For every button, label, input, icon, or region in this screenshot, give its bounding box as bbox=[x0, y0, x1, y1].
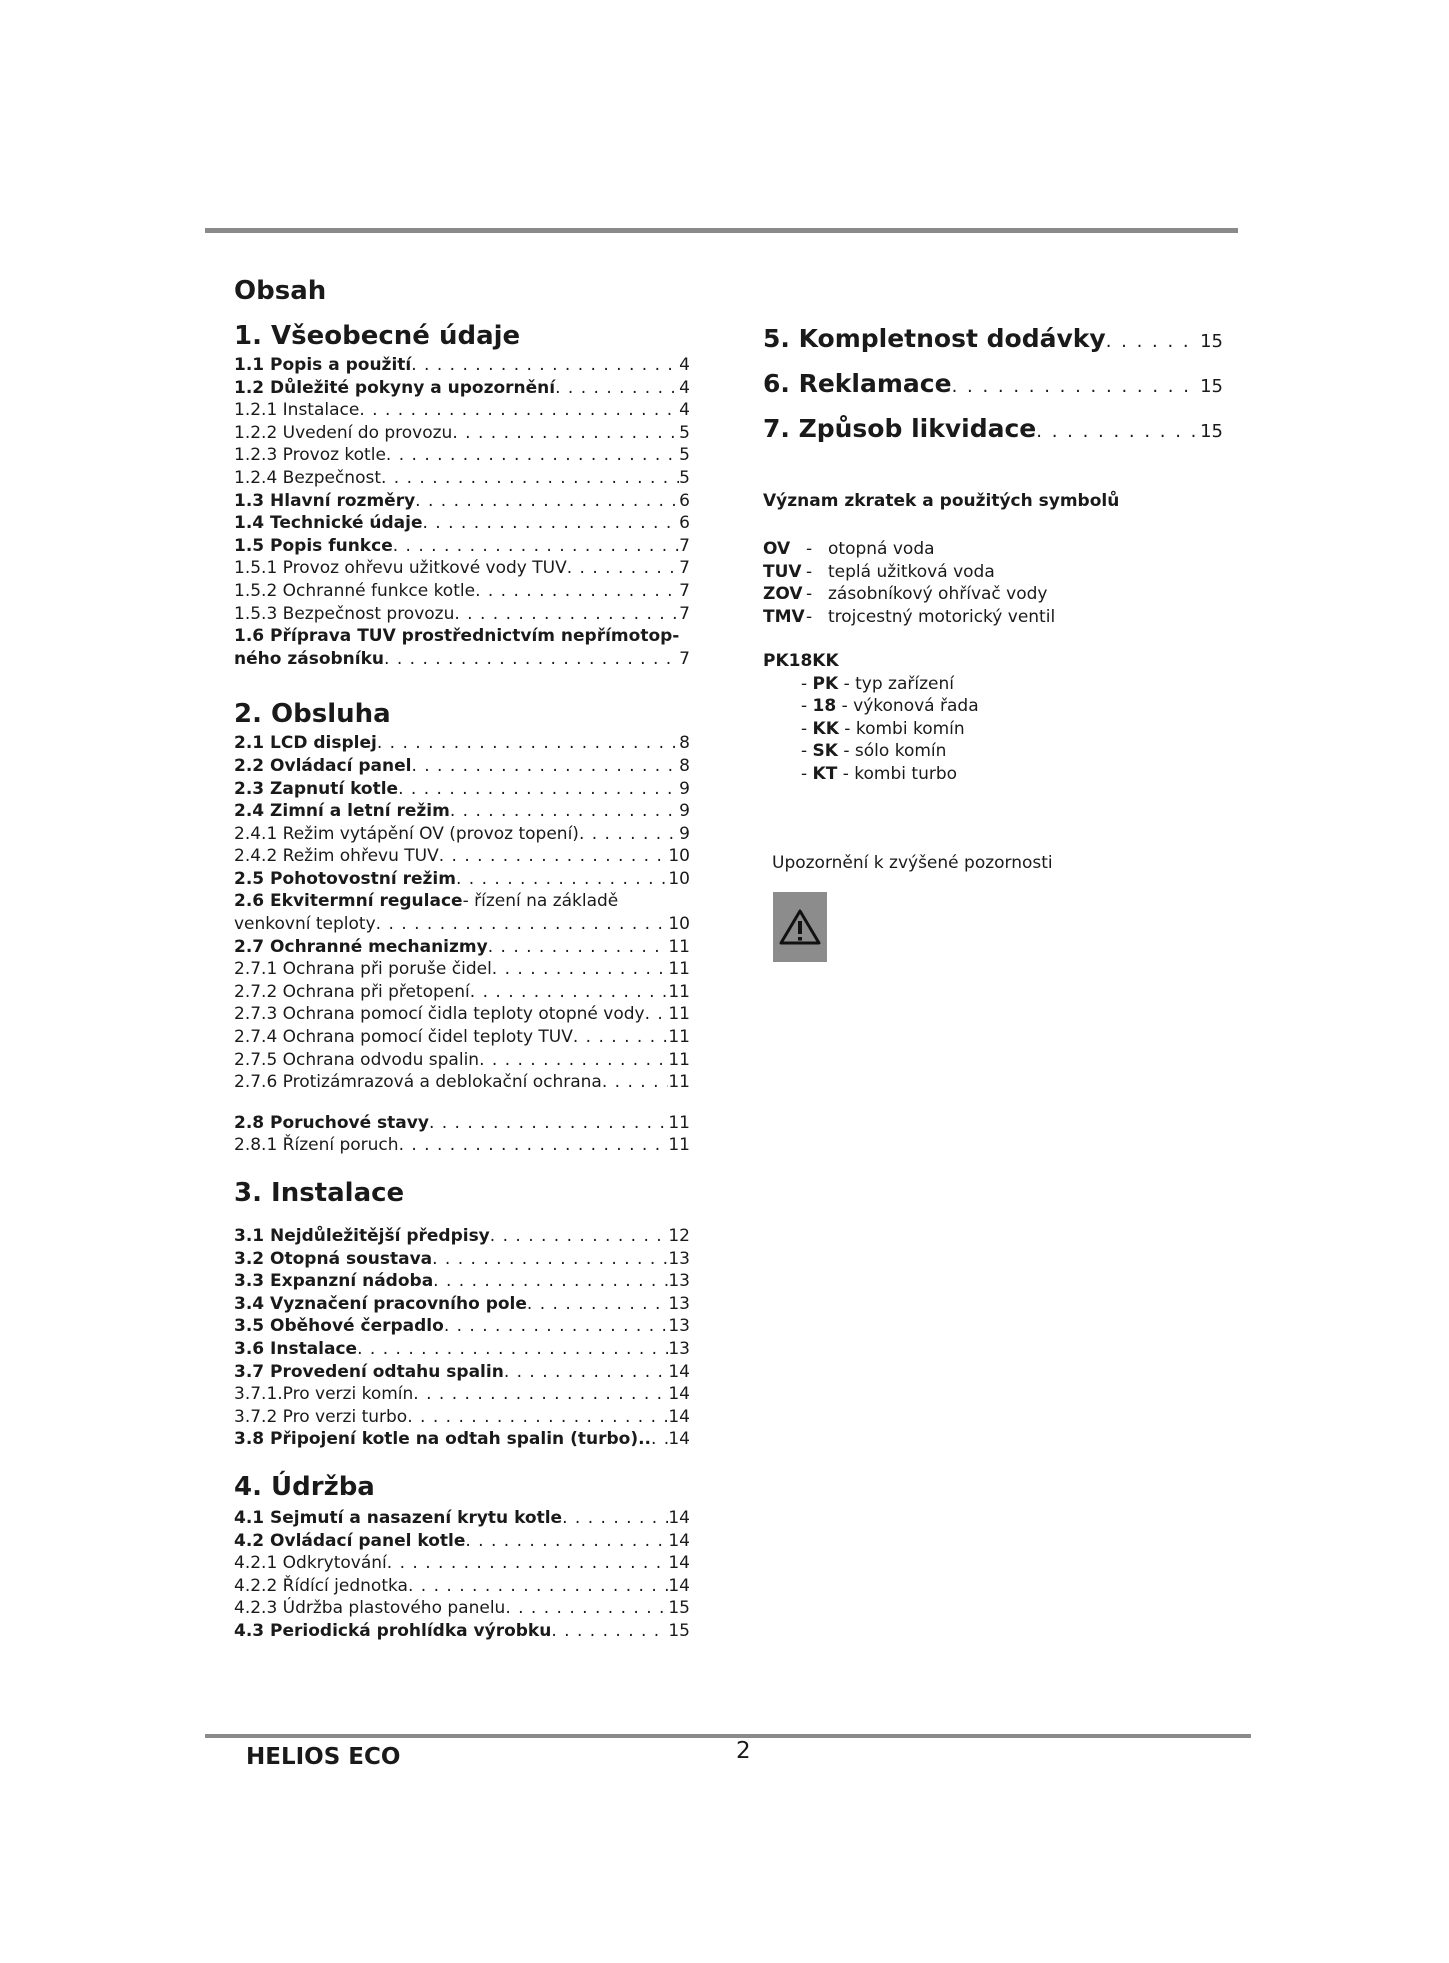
model-code-key: KT bbox=[812, 763, 838, 784]
toc-leader bbox=[456, 868, 668, 891]
toc-row bbox=[234, 1003, 690, 1026]
toc-leader bbox=[411, 755, 679, 778]
toc-page: 13 bbox=[668, 1293, 690, 1314]
toc-leader bbox=[381, 467, 679, 490]
toc-page: 11 bbox=[668, 1072, 690, 1093]
toc-leader bbox=[411, 354, 679, 377]
warning-triangle-icon bbox=[773, 892, 827, 962]
model-code-row: - KK - kombi komín bbox=[801, 718, 965, 739]
toc-row bbox=[234, 535, 690, 558]
toc-page: 9 bbox=[679, 801, 690, 822]
model-code-row: - 18 - výkonová řada bbox=[801, 696, 979, 717]
toc-label: 2.6 Ekvitermní regulace bbox=[234, 891, 463, 912]
toc-page: 11 bbox=[668, 1112, 690, 1133]
toc-page: 10 bbox=[668, 914, 690, 935]
toc-leader bbox=[384, 648, 679, 671]
toc-leader bbox=[573, 1026, 668, 1049]
toc-section-3 bbox=[234, 1175, 690, 1451]
model-code-meaning: sólo komín bbox=[854, 741, 947, 762]
dash: - bbox=[806, 561, 813, 582]
toc-big-row bbox=[763, 318, 1223, 363]
toc-label: 4.2.1 Odkrytování bbox=[234, 1553, 387, 1574]
toc-label: 2.7.5 Ochrana odvodu spalin bbox=[234, 1049, 480, 1070]
toc-page: 4 bbox=[679, 400, 690, 421]
toc-label: 3.7.2 Pro verzi turbo bbox=[234, 1406, 408, 1427]
toc-page: 5 bbox=[679, 422, 690, 443]
toc-section-4 bbox=[234, 1469, 690, 1643]
toc-row bbox=[234, 1134, 690, 1157]
toc-label: venkovní teploty bbox=[234, 914, 376, 935]
toc-page: 14 bbox=[668, 1384, 690, 1405]
toc-row bbox=[234, 1383, 690, 1406]
model-code-key: PK bbox=[812, 673, 839, 694]
toc-page: 13 bbox=[668, 1338, 690, 1359]
toc-section-2 bbox=[234, 696, 690, 1157]
toc-label: 1.3 Hlavní rozměry bbox=[234, 490, 416, 511]
toc-leader bbox=[439, 845, 669, 868]
abbreviations-title: Význam zkratek a použitých symbolů bbox=[763, 491, 1120, 511]
toc-label: 3.5 Oběhové čerpadlo bbox=[234, 1316, 444, 1337]
toc-page: 7 bbox=[679, 580, 690, 601]
toc-leader bbox=[454, 603, 679, 626]
toc-page: 15 bbox=[668, 1620, 690, 1641]
toc-label: 6. Reklamace bbox=[763, 369, 952, 398]
toc-label: 4.3 Periodická prohlídka výrobku bbox=[234, 1620, 552, 1641]
toc-page: 8 bbox=[679, 733, 690, 754]
toc-leader bbox=[407, 1406, 668, 1429]
model-code-meaning: výkonová řada bbox=[853, 696, 979, 717]
section-title: 1. Všeobecné údaje bbox=[234, 321, 521, 351]
toc-label: 2.5 Pohotovostní režim bbox=[234, 868, 456, 889]
toc-leader bbox=[1036, 411, 1200, 453]
toc-row bbox=[234, 422, 690, 445]
toc-row bbox=[234, 1620, 690, 1643]
toc-page: 4 bbox=[679, 377, 690, 398]
toc-row bbox=[234, 958, 690, 981]
toc-leader bbox=[562, 1507, 668, 1530]
toc-leader bbox=[492, 958, 669, 981]
section-title: 3. Instalace bbox=[234, 1178, 405, 1208]
toc-label: 1.1 Popis a použití bbox=[234, 355, 412, 375]
toc-page: 15 bbox=[1200, 376, 1223, 397]
toc-leader bbox=[505, 1597, 668, 1620]
toc-leader bbox=[488, 936, 669, 959]
toc-page: 12 bbox=[668, 1226, 690, 1246]
abbreviation-row bbox=[763, 606, 1055, 629]
toc-leader bbox=[527, 1293, 668, 1316]
toc-row bbox=[234, 732, 690, 755]
toc-label-suffix: - řízení na základě bbox=[462, 891, 619, 912]
toc-label: 1.4 Technické údaje bbox=[234, 513, 423, 534]
toc-page: 14 bbox=[668, 1361, 690, 1382]
toc-left-column bbox=[234, 318, 690, 1643]
toc-label: 3.3 Expanzní nádoba bbox=[234, 1271, 434, 1292]
model-code-legend bbox=[763, 650, 979, 786]
model-code-meaning: kombi komín bbox=[855, 718, 965, 739]
toc-label: 2.7.3 Ochrana pomocí čidla teploty otopné vody bbox=[234, 1004, 645, 1025]
toc-row bbox=[234, 1428, 690, 1451]
toc-page: 11 bbox=[668, 1049, 690, 1070]
top-rule bbox=[205, 228, 1238, 233]
abbreviation-value: otopná voda bbox=[828, 539, 935, 559]
toc-label: 3.1 Nejdůležitější předpisy bbox=[234, 1226, 490, 1246]
toc-page: 14 bbox=[668, 1507, 690, 1528]
toc-row bbox=[234, 377, 690, 400]
toc-leader bbox=[645, 1003, 669, 1026]
toc-list bbox=[234, 1507, 690, 1643]
abbreviation-key: TMV bbox=[763, 606, 805, 627]
bottom-rule bbox=[205, 1734, 1251, 1738]
warning-label: Upozornění k zvýšené pozornosti bbox=[772, 853, 1053, 873]
toc-leader bbox=[450, 800, 679, 823]
toc-label: 2.7.2 Ochrana při přetopení bbox=[234, 981, 470, 1002]
toc-page: 11 bbox=[668, 981, 690, 1002]
model-code-title: PK18KK bbox=[763, 651, 839, 671]
toc-row bbox=[234, 1552, 690, 1575]
toc-leader bbox=[377, 732, 679, 755]
toc-label: 2.8.1 Řízení poruch bbox=[234, 1135, 399, 1156]
toc-leader bbox=[393, 535, 679, 558]
toc-label: 1.5.3 Bezpečnost provozu bbox=[234, 603, 455, 624]
toc-row bbox=[234, 467, 690, 490]
toc-page: 7 bbox=[679, 535, 690, 556]
toc-row bbox=[234, 1597, 690, 1620]
toc-row bbox=[234, 648, 690, 671]
toc-section-1 bbox=[234, 318, 690, 670]
toc-list bbox=[234, 732, 690, 1157]
toc-label: 3.7.1.Pro verzi komín bbox=[234, 1384, 414, 1405]
toc-page: 11 bbox=[668, 1027, 690, 1048]
toc-leader bbox=[413, 1383, 668, 1406]
toc-leader bbox=[551, 1620, 668, 1643]
toc-page: 11 bbox=[668, 936, 690, 957]
toc-page: 11 bbox=[668, 1004, 690, 1025]
toc-label: 1.2.2 Uvedení do provozu bbox=[234, 422, 453, 443]
toc-heading: Obsah bbox=[234, 276, 327, 306]
toc-leader bbox=[444, 1315, 669, 1338]
toc-row bbox=[234, 625, 690, 648]
toc-row bbox=[234, 490, 690, 513]
toc-leader bbox=[651, 1428, 668, 1451]
toc-leader bbox=[490, 1225, 669, 1248]
toc-row bbox=[234, 755, 690, 778]
toc-leader bbox=[423, 512, 680, 535]
toc-list bbox=[234, 354, 690, 670]
toc-leader bbox=[567, 557, 679, 580]
toc-row bbox=[234, 981, 690, 1004]
toc-label: 4.2 Ovládací panel kotle bbox=[234, 1530, 466, 1551]
abbreviation-key: ZOV bbox=[763, 584, 803, 605]
model-code-row: - KT - kombi turbo bbox=[801, 763, 958, 784]
abbreviation-value: zásobníkový ohřívač vody bbox=[828, 584, 1048, 605]
toc-label: 4.1 Sejmutí a nasazení krytu kotle bbox=[234, 1507, 563, 1528]
toc-list bbox=[234, 1225, 690, 1451]
toc-row bbox=[234, 1248, 690, 1271]
toc-row bbox=[234, 557, 690, 580]
toc-row bbox=[234, 913, 690, 936]
toc-right-column bbox=[763, 318, 1223, 453]
toc-big-row bbox=[763, 363, 1223, 408]
toc-label: 3.2 Otopná soustava bbox=[234, 1248, 433, 1269]
toc-row bbox=[234, 1071, 690, 1094]
toc-label: 2.7.1 Ochrana při poruše čidel bbox=[234, 959, 492, 980]
abbreviation-key: OV bbox=[763, 539, 791, 559]
toc-leader bbox=[398, 778, 679, 801]
toc-page: 14 bbox=[668, 1406, 690, 1427]
toc-page: 9 bbox=[679, 778, 690, 799]
toc-leader bbox=[433, 1270, 668, 1293]
toc-row bbox=[234, 778, 690, 801]
toc-leader bbox=[465, 1530, 668, 1553]
toc-row bbox=[234, 444, 690, 467]
toc-label: 1.6 Příprava TUV prostřednictvím nepřímotop- bbox=[234, 626, 680, 647]
toc-leader bbox=[357, 1338, 668, 1361]
toc-leader bbox=[952, 366, 1201, 408]
toc-label: 2.3 Zapnutí kotle bbox=[234, 778, 399, 799]
toc-row bbox=[234, 936, 690, 959]
toc-page: 14 bbox=[668, 1429, 690, 1450]
toc-leader bbox=[504, 1361, 669, 1384]
toc-label: 3.6 Instalace bbox=[234, 1338, 358, 1359]
dash: - bbox=[806, 539, 813, 559]
toc-row bbox=[234, 823, 690, 846]
toc-row bbox=[234, 580, 690, 603]
toc-leader bbox=[470, 981, 669, 1004]
toc-big-row bbox=[763, 408, 1223, 453]
toc-label: 1.5.1 Provoz ohřevu užitkové vody TUV bbox=[234, 558, 567, 579]
toc-label: 1.2.3 Provoz kotle bbox=[234, 445, 386, 466]
toc-row bbox=[234, 800, 690, 823]
toc-label: 3.4 Vyznačení pracovního pole bbox=[234, 1293, 527, 1314]
toc-page: 8 bbox=[679, 755, 690, 776]
model-code-meaning: typ zařízení bbox=[855, 673, 954, 694]
toc-row bbox=[234, 1361, 690, 1384]
section-title: 2. Obsluha bbox=[234, 699, 391, 730]
toc-label: 1.2 Důležité pokyny a upozornění bbox=[234, 377, 556, 398]
toc-page: 10 bbox=[668, 868, 690, 889]
abbreviations-list bbox=[763, 538, 1055, 628]
section-title: 4. Údržba bbox=[234, 1471, 375, 1502]
toc-label: ného zásobníku bbox=[234, 648, 385, 669]
toc-page: 14 bbox=[668, 1575, 690, 1596]
toc-row bbox=[234, 845, 690, 868]
toc-row bbox=[234, 1507, 690, 1530]
toc-row bbox=[234, 399, 690, 422]
toc-label: 2.4.2 Režim ohřevu TUV bbox=[234, 846, 439, 867]
toc-label: 4.2.3 Údržba plastového panelu bbox=[234, 1598, 506, 1619]
abbreviation-value: teplá užitková voda bbox=[828, 561, 995, 582]
toc-page: 11 bbox=[668, 959, 690, 980]
toc-row bbox=[234, 1293, 690, 1316]
toc-page: 14 bbox=[668, 1530, 690, 1551]
toc-label: 2.4 Zimní a letní režim bbox=[234, 801, 450, 822]
toc-page: 5 bbox=[679, 445, 690, 466]
model-code-row: - SK - sólo komín bbox=[801, 741, 947, 762]
toc-page: 4 bbox=[679, 355, 690, 375]
abbreviation-row bbox=[763, 583, 1055, 606]
toc-page: 14 bbox=[668, 1553, 690, 1574]
toc-row bbox=[234, 890, 690, 913]
toc-leader bbox=[415, 490, 679, 513]
toc-leader bbox=[432, 1248, 668, 1271]
toc-label: 2.7.4 Ochrana pomocí čidel teploty TUV bbox=[234, 1027, 573, 1048]
toc-page: 15 bbox=[1200, 331, 1223, 352]
toc-row bbox=[234, 354, 690, 377]
toc-page: 15 bbox=[668, 1598, 690, 1619]
toc-label: 2.8 Poruchové stavy bbox=[234, 1112, 429, 1133]
model-code-row: - PK - typ zařízení bbox=[801, 673, 954, 694]
toc-leader bbox=[386, 444, 679, 467]
model-code-key: 18 bbox=[812, 696, 837, 717]
dash: - bbox=[806, 606, 813, 627]
abbreviation-key: TUV bbox=[763, 561, 802, 582]
toc-label: 2.7.6 Protizámrazová a deblokační ochrana bbox=[234, 1072, 602, 1093]
toc-row bbox=[234, 1530, 690, 1553]
toc-leader bbox=[479, 1049, 668, 1072]
toc-page: 13 bbox=[668, 1248, 690, 1269]
toc-row bbox=[234, 1225, 690, 1248]
toc-leader bbox=[602, 1071, 669, 1094]
footer-brand: HELIOS ECO bbox=[246, 1744, 401, 1770]
toc-leader bbox=[399, 1134, 669, 1157]
toc-page: 7 bbox=[679, 648, 690, 669]
toc-row bbox=[234, 868, 690, 891]
toc-leader bbox=[555, 377, 679, 400]
toc-label: 7. Způsob likvidace bbox=[763, 414, 1037, 443]
toc-leader bbox=[1106, 321, 1200, 363]
toc-label: 2.1 LCD displej bbox=[234, 733, 377, 754]
toc-label: 2.4.1 Režim vytápění OV (provoz topení) bbox=[234, 823, 579, 844]
toc-row bbox=[234, 603, 690, 626]
toc-row bbox=[234, 512, 690, 535]
toc-page: 15 bbox=[1200, 421, 1223, 442]
toc-label: 1.5 Popis funkce bbox=[234, 535, 393, 556]
toc-label: 4.2.2 Řídící jednotka bbox=[234, 1575, 408, 1596]
toc-row bbox=[234, 1270, 690, 1293]
toc-label: 1.2.4 Bezpečnost bbox=[234, 467, 381, 488]
abbreviation-value: trojcestný motorický ventil bbox=[828, 606, 1056, 627]
toc-leader bbox=[429, 1112, 668, 1135]
toc-leader bbox=[452, 422, 679, 445]
toc-leader bbox=[475, 580, 679, 603]
toc-label: 5. Kompletnost dodávky bbox=[763, 324, 1106, 353]
abbreviation-row bbox=[763, 538, 1055, 561]
toc-row bbox=[234, 1315, 690, 1338]
toc-leader bbox=[376, 913, 669, 936]
toc-page: 7 bbox=[679, 603, 690, 624]
toc-row bbox=[234, 1112, 690, 1135]
toc-leader bbox=[359, 399, 679, 422]
toc-row bbox=[234, 1026, 690, 1049]
toc-page: 6 bbox=[679, 513, 690, 534]
toc-row bbox=[234, 1575, 690, 1598]
toc-row bbox=[234, 1049, 690, 1072]
toc-row bbox=[234, 1406, 690, 1429]
toc-label: 3.7 Provedení odtahu spalin bbox=[234, 1361, 504, 1382]
toc-page: 7 bbox=[679, 558, 690, 579]
toc-page: 13 bbox=[668, 1271, 690, 1292]
toc-page: 11 bbox=[668, 1135, 690, 1156]
model-code-key: SK bbox=[812, 741, 838, 762]
toc-label: 1.5.2 Ochranné funkce kotle bbox=[234, 580, 476, 601]
model-code-meaning: kombi turbo bbox=[854, 763, 958, 784]
toc-page: 5 bbox=[679, 467, 690, 488]
toc-page: 6 bbox=[679, 490, 690, 511]
toc-page: 13 bbox=[668, 1316, 690, 1337]
page-number: 2 bbox=[736, 1738, 751, 1764]
toc-page: 9 bbox=[679, 823, 690, 844]
toc-page: 10 bbox=[668, 846, 690, 867]
toc-leader bbox=[387, 1552, 669, 1575]
toc-label: 3.8 Připojení kotle na odtah spalin (turbo).. bbox=[234, 1429, 651, 1450]
abbreviation-row bbox=[763, 561, 1055, 584]
toc-label: 2.2 Ovládací panel bbox=[234, 755, 412, 776]
model-code-key: KK bbox=[812, 718, 839, 739]
toc-leader bbox=[579, 823, 679, 846]
toc-leader bbox=[408, 1575, 668, 1598]
toc-label: 1.2.1 Instalace bbox=[234, 400, 360, 421]
dash: - bbox=[806, 584, 813, 605]
toc-label: 2.7 Ochranné mechanizmy bbox=[234, 936, 488, 957]
toc-row bbox=[234, 1338, 690, 1361]
